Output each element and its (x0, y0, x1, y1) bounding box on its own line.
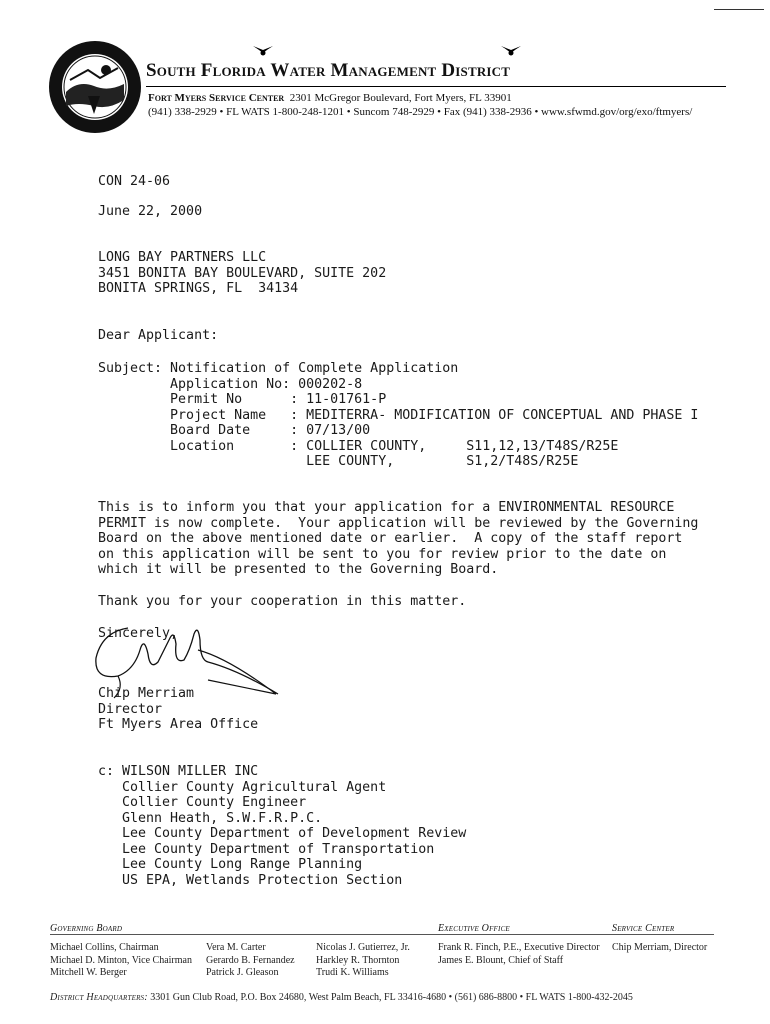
cc-line: c: WILSON MILLER INC (98, 764, 259, 779)
cc-line: US EPA, Wetlands Protection Section (98, 872, 403, 888)
cc-line: Collier County Agricultural Agent (98, 779, 387, 795)
header-rule (146, 86, 726, 87)
subject-line: Subject: Notification of Complete Application (98, 361, 459, 376)
body-paragraph (98, 500, 698, 578)
cc-list (98, 764, 466, 888)
board-column-2 (206, 942, 295, 980)
board-member: Michael D. Minton, Vice Chairman (50, 954, 192, 966)
board-member: Mitchell W. Berger (50, 967, 127, 978)
body-line: which it will be presented to the Governing Board. (98, 562, 499, 577)
letter-date: June 22, 2000 (98, 204, 203, 219)
body-line: PERMIT is now complete. Your application will be reviewed by the Governing (98, 515, 699, 531)
signer-title: Director (98, 701, 163, 717)
signer-office: Ft Myers Area Office (98, 717, 259, 732)
bird-logo-icon (252, 43, 274, 57)
board-column-1 (50, 942, 192, 980)
footer-rule (50, 934, 714, 935)
reference-number: CON 24-06 (98, 174, 171, 189)
cc-line: Collier County Engineer (98, 795, 307, 810)
body-line: on this application will be sent to you for review prior to the date on (98, 546, 667, 562)
recipient-line: LONG BAY PARTNERS LLC (98, 250, 267, 265)
service-center-line (148, 92, 512, 104)
subject-line: Project Name : MEDITERRA- MODIFICATION OF CONCEPTUAL AND PHASE I (98, 407, 699, 423)
executive-office-heading: Executive Office (438, 923, 510, 934)
subject-line: LEE COUNTY, S1,2/T48S/R25E (98, 454, 579, 469)
recipient-line: BONITA SPRINGS, FL 34134 (98, 281, 299, 296)
service-center-member: Chip Merriam, Director (612, 942, 708, 953)
executive-office-list (438, 942, 600, 967)
governing-board-heading: Governing Board (50, 923, 123, 934)
salutation: Dear Applicant: (98, 328, 219, 343)
service-center-name: Fort Myers Service Center (148, 92, 285, 104)
headquarters-address: 3301 Gun Club Road, P.O. Box 24680, West Palm Beach, FL 33416-4680 • (561) 686-8800 • FL WATS 1-800-432-2045 (150, 992, 633, 1003)
executive-member: Frank R. Finch, P.E., Executive Director (438, 942, 600, 953)
board-member: Trudi K. Williams (316, 967, 389, 978)
subject-block (98, 361, 698, 470)
board-member: Harkley R. Thornton (316, 954, 400, 966)
contact-line: (941) 338-2929 • FL WATS 1-800-248-1201 • Suncom 748-2929 • Fax (941) 338-2936 • www.sfwmd.gov/org/exo/ftmyers/ (148, 106, 693, 118)
district-name: South Florida Water Management District (146, 60, 511, 81)
body-line: This is to inform you that your application for a ENVIRONMENTAL RESOURCE (98, 500, 675, 515)
top-edge-rule (714, 9, 764, 10)
executive-member: James E. Blount, Chief of Staff (438, 954, 564, 966)
service-center-heading: Service Center (612, 923, 675, 934)
closing: Sincerely, (98, 626, 179, 641)
subject-line: Location : COLLIER COUNTY, S11,12,13/T48S/R25E (98, 438, 619, 454)
subject-line: Application No: 000202-8 (98, 376, 363, 392)
service-center-list (612, 942, 707, 955)
cc-line: Glenn Heath, S.W.F.R.P.C. (98, 810, 323, 826)
subject-line: Permit No : 11-01761-P (98, 392, 387, 407)
board-column-3 (316, 942, 410, 980)
headquarters-line (50, 992, 633, 1003)
board-member: Gerardo B. Fernandez (206, 954, 295, 966)
board-member: Nicolas J. Gutierrez, Jr. (316, 942, 410, 953)
bird-logo-icon (500, 43, 522, 57)
signer-block (98, 686, 258, 733)
cc-line: Lee County Long Range Planning (98, 857, 363, 872)
board-member: Michael Collins, Chairman (50, 942, 159, 953)
thanks-line: Thank you for your cooperation in this matter. (98, 594, 467, 609)
subject-line: Board Date : 07/13/00 (98, 423, 371, 438)
signer-name: Chip Merriam (98, 686, 195, 701)
service-center-address: 2301 McGregor Boulevard, Fort Myers, FL 33901 (289, 92, 512, 104)
recipient-line: 3451 BONITA BAY BOULEVARD, SUITE 202 (98, 265, 387, 281)
cc-line: Lee County Department of Development Review (98, 826, 467, 841)
body-line: Board on the above mentioned date or earlier. A copy of the staff report (98, 531, 683, 546)
cc-line: Lee County Department of Transportation (98, 841, 435, 857)
headquarters-label: District Headquarters: (50, 992, 148, 1003)
board-member: Vera M. Carter (206, 942, 266, 953)
recipient-address (98, 250, 386, 297)
district-seal-icon (48, 40, 142, 134)
board-member: Patrick J. Gleason (206, 967, 279, 978)
